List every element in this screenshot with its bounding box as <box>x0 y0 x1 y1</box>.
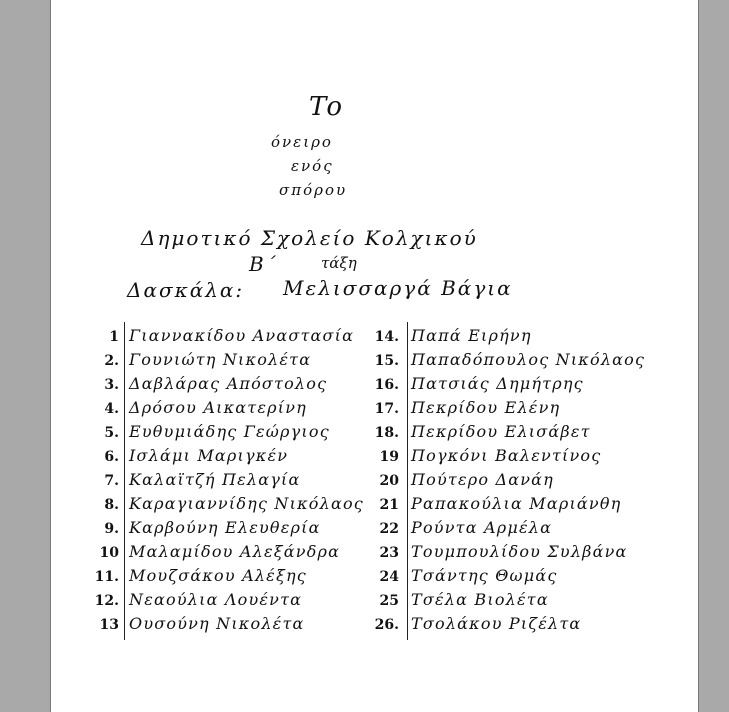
student-number: 2. <box>104 353 119 369</box>
student-name: Ισλάμι Μαριγκέν <box>129 446 289 465</box>
student-name: Μουζσάκου Αλέξης <box>129 566 307 585</box>
student-name: Ουσούνη Νικολέτα <box>129 614 305 633</box>
left-column-rule <box>124 322 125 640</box>
title-main: Το <box>309 92 342 122</box>
student-number: 5. <box>104 425 119 441</box>
student-name: Καρβούνη Ελευθερία <box>129 518 321 537</box>
student-name: Πατσιάς Δημήτρης <box>411 374 584 393</box>
student-name: Μαλαμίδου Αλεξάνδρα <box>129 542 341 561</box>
student-name: Καραγιαννίδης Νικόλαος <box>129 494 364 513</box>
student-name: Πεκρίδου Ελένη <box>411 398 561 417</box>
student-number: 3. <box>104 377 119 393</box>
student-number: 25 <box>379 593 399 609</box>
student-number: 8. <box>104 497 119 513</box>
student-name: Δαβλάρας Απόστολος <box>129 374 328 393</box>
class-word: τάξη <box>321 254 357 272</box>
student-name: Ευθυμιάδης Γεώργιος <box>129 422 330 441</box>
school-name: Δημοτικό Σχολείο Κολχικού <box>141 226 478 250</box>
student-number: 20 <box>379 473 399 489</box>
student-number: 21 <box>379 497 399 513</box>
student-name: Καλαϊτζή Πελαγία <box>129 470 301 489</box>
student-name: Πούτερο Δανάη <box>411 470 554 489</box>
title-line-3: ενός <box>291 157 334 175</box>
student-name: Ρούντα Αρμέλα <box>411 518 553 537</box>
student-number: 6. <box>104 449 119 465</box>
student-number: 13 <box>99 617 119 633</box>
student-number: 17. <box>374 401 399 417</box>
student-number: 23 <box>379 545 399 561</box>
student-name: Νεαούλια Λουέντα <box>129 590 303 609</box>
student-number: 16. <box>374 377 399 393</box>
student-name: Ραπακούλια Μαριάνθη <box>411 494 622 513</box>
student-number: 14. <box>374 329 399 345</box>
student-name: Παπά Ειρήνη <box>411 326 532 345</box>
student-number: 12. <box>94 593 119 609</box>
student-name: Τσάντης Θωμάς <box>411 566 558 585</box>
teacher-label: Δασκάλα: <box>127 278 245 302</box>
document-page <box>50 0 699 712</box>
student-number: 7. <box>104 473 119 489</box>
student-number: 26. <box>374 617 399 633</box>
student-number: 10 <box>99 545 119 561</box>
student-name: Πογκόνι Βαλεντίνος <box>411 446 602 465</box>
student-name: Τουμπουλίδου Συλβάνα <box>411 542 628 561</box>
teacher-name: Μελισσαργά Βάγια <box>283 276 513 300</box>
student-name: Δρόσου Αικατερίνη <box>129 398 307 417</box>
student-number: 4. <box>104 401 119 417</box>
class-letter: Β΄ <box>249 252 278 276</box>
student-name: Γιαννακίδου Αναστασία <box>129 326 355 345</box>
student-number: 24 <box>379 569 399 585</box>
student-name: Πεκρίδου Ελισάβετ <box>411 422 591 441</box>
student-number: 18. <box>374 425 399 441</box>
student-number: 19 <box>379 449 399 465</box>
student-number: 22 <box>379 521 399 537</box>
student-name: Τσολάκου Ριζέλτα <box>411 614 582 633</box>
student-number: 1 <box>109 329 119 345</box>
student-number: 9. <box>104 521 119 537</box>
student-number: 11. <box>94 569 119 585</box>
title-line-2: όνειρο <box>271 133 333 151</box>
student-name: Γουνιώτη Νικολέτα <box>129 350 312 369</box>
student-name: Παπαδόπουλος Νικόλαος <box>411 350 646 369</box>
student-name: Τσέλα Βιολέτα <box>411 590 549 609</box>
right-column-rule <box>407 322 408 640</box>
student-number: 15. <box>374 353 399 369</box>
title-line-4: σπόρου <box>279 181 348 199</box>
